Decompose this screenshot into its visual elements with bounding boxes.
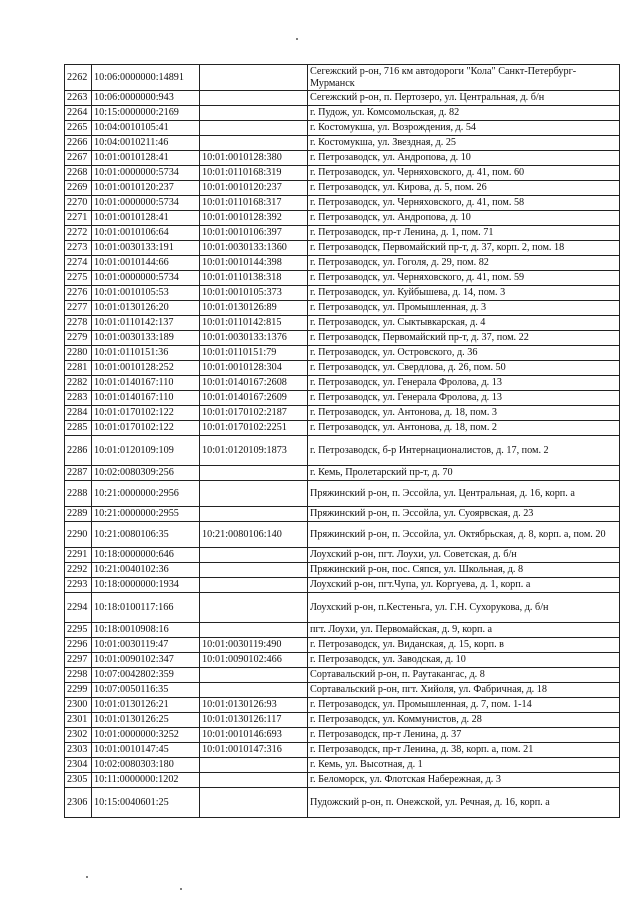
table-row: [65, 391, 620, 406]
address-cell: г. Петрозаводск, пр-т Ленина, д. 1, пом. 71: [308, 226, 620, 241]
address-cell: г. Петрозаводск, ул. Черняховского, д. 41, пом. 60: [308, 166, 620, 181]
room-cadastral-number-cell: 10:01:0010146:693: [200, 728, 308, 743]
table-row: [65, 241, 620, 256]
room-cadastral-number-cell: [200, 106, 308, 121]
cadastral-number-cell: 10:02:0080309:256: [92, 466, 200, 481]
cadastral-number-cell: 10:01:0010128:41: [92, 151, 200, 166]
cadastral-number-cell: 10:21:0000000:2955: [92, 507, 200, 522]
room-cadastral-number-cell: 10:01:0090102:466: [200, 653, 308, 668]
table-row: [65, 773, 620, 788]
row-number-cell: 2290: [65, 522, 92, 548]
address-cell: г. Петрозаводск, ул. Гоголя, д. 29, пом. 82: [308, 256, 620, 271]
room-cadastral-number-cell: 10:01:0010128:304: [200, 361, 308, 376]
row-number-cell: 2294: [65, 593, 92, 623]
row-number-cell: 2302: [65, 728, 92, 743]
row-number-cell: 2271: [65, 211, 92, 226]
cadastral-number-cell: 10:01:0010147:45: [92, 743, 200, 758]
row-number-cell: 2269: [65, 181, 92, 196]
address-cell: пгт. Лоухи, ул. Первомайская, д. 9, корп. а: [308, 623, 620, 638]
table-row: [65, 788, 620, 818]
scan-speck-bottom-left: [86, 876, 88, 878]
room-cadastral-number-cell: 10:01:0130126:89: [200, 301, 308, 316]
row-number-cell: 2273: [65, 241, 92, 256]
cadastral-number-cell: 10:01:0000000:3252: [92, 728, 200, 743]
room-cadastral-number-cell: 10:01:0110142:815: [200, 316, 308, 331]
cadastral-number-cell: 10:01:0120109:109: [92, 436, 200, 466]
room-cadastral-number-cell: 10:01:0030133:1360: [200, 241, 308, 256]
room-cadastral-number-cell: 10:01:0110168:319: [200, 166, 308, 181]
row-number-cell: 2289: [65, 507, 92, 522]
room-cadastral-number-cell: [200, 788, 308, 818]
room-cadastral-number-cell: [200, 683, 308, 698]
address-cell: Пряжинский р-он, пос. Сяпся, ул. Школьная, д. 8: [308, 563, 620, 578]
room-cadastral-number-cell: 10:01:0140167:2608: [200, 376, 308, 391]
table-row: [65, 743, 620, 758]
row-number-cell: 2279: [65, 331, 92, 346]
row-number-cell: 2276: [65, 286, 92, 301]
table-row: [65, 361, 620, 376]
table-row: [65, 466, 620, 481]
row-number-cell: 2285: [65, 421, 92, 436]
row-number-cell: 2267: [65, 151, 92, 166]
room-cadastral-number-cell: 10:01:0110138:318: [200, 271, 308, 286]
row-number-cell: 2303: [65, 743, 92, 758]
row-number-cell: 2298: [65, 668, 92, 683]
table-row: [65, 436, 620, 466]
table-row: [65, 481, 620, 507]
room-cadastral-number-cell: 10:01:0010128:380: [200, 151, 308, 166]
address-cell: г. Костомукша, ул. Звездная, д. 25: [308, 136, 620, 151]
table-row: [65, 301, 620, 316]
address-cell: Сегежский р-он, п. Пертозеро, ул. Центральная, д. б/н: [308, 91, 620, 106]
table-row: [65, 106, 620, 121]
room-cadastral-number-cell: [200, 578, 308, 593]
cadastral-number-cell: 10:18:0000000:646: [92, 548, 200, 563]
row-number-cell: 2272: [65, 226, 92, 241]
table-row: [65, 211, 620, 226]
table-row: [65, 668, 620, 683]
row-number-cell: 2282: [65, 376, 92, 391]
table-row: [65, 286, 620, 301]
address-cell: Пудожский р-он, п. Онежской, ул. Речная, д. 16, корп. а: [308, 788, 620, 818]
table-row: [65, 196, 620, 211]
cadastral-number-cell: 10:18:0100117:166: [92, 593, 200, 623]
row-number-cell: 2266: [65, 136, 92, 151]
cadastral-number-cell: 10:18:0010908:16: [92, 623, 200, 638]
room-cadastral-number-cell: 10:01:0010147:316: [200, 743, 308, 758]
address-cell: Пряжинский р-он, п. Эссойла, ул. Октябрьская, д. 8, корп. а, пом. 20: [308, 522, 620, 548]
address-cell: Лоухский р-он, п.Кестеньга, ул. Г.Н. Сухорукова, д. б/н: [308, 593, 620, 623]
address-cell: г. Петрозаводск, Первомайский пр-т, д. 37, корп. 2, пом. 18: [308, 241, 620, 256]
address-cell: г. Петрозаводск, ул. Заводская, д. 10: [308, 653, 620, 668]
table-row: [65, 136, 620, 151]
room-cadastral-number-cell: 10:01:0010120:237: [200, 181, 308, 196]
table-row: [65, 683, 620, 698]
table-row: [65, 166, 620, 181]
table-row: [65, 507, 620, 522]
room-cadastral-number-cell: [200, 593, 308, 623]
cadastral-number-cell: 10:21:0080106:35: [92, 522, 200, 548]
table-row: [65, 758, 620, 773]
address-cell: г. Пудож, ул. Комсомольская, д. 82: [308, 106, 620, 121]
room-cadastral-number-cell: 10:01:0010128:392: [200, 211, 308, 226]
room-cadastral-number-cell: 10:01:0030119:490: [200, 638, 308, 653]
cadastral-number-cell: 10:01:0030119:47: [92, 638, 200, 653]
room-cadastral-number-cell: 10:01:0010106:397: [200, 226, 308, 241]
address-cell: г. Петрозаводск, ул. Островского, д. 36: [308, 346, 620, 361]
cadastral-number-cell: 10:01:0000000:5734: [92, 196, 200, 211]
address-cell: г. Костомукша, ул. Возрождения, д. 54: [308, 121, 620, 136]
cadastral-number-cell: 10:01:0000000:5734: [92, 271, 200, 286]
room-cadastral-number-cell: [200, 773, 308, 788]
table-row: [65, 421, 620, 436]
room-cadastral-number-cell: [200, 548, 308, 563]
room-cadastral-number-cell: 10:01:0130126:93: [200, 698, 308, 713]
address-cell: г. Петрозаводск, ул. Генерала Фролова, д. 13: [308, 391, 620, 406]
cadastral-number-cell: 10:01:0010105:53: [92, 286, 200, 301]
cadastral-number-cell: 10:15:0000000:2169: [92, 106, 200, 121]
registry-table: [64, 64, 620, 818]
room-cadastral-number-cell: 10:01:0120109:1873: [200, 436, 308, 466]
row-number-cell: 2275: [65, 271, 92, 286]
address-cell: г. Петрозаводск, ул. Виданская, д. 15, корп. в: [308, 638, 620, 653]
table-row: [65, 316, 620, 331]
address-cell: г. Петрозаводск, ул. Черняховского, д. 41, пом. 59: [308, 271, 620, 286]
table-row: [65, 638, 620, 653]
cadastral-number-cell: 10:01:0010128:252: [92, 361, 200, 376]
cadastral-number-cell: 10:01:0110151:36: [92, 346, 200, 361]
row-number-cell: 2304: [65, 758, 92, 773]
cadastral-number-cell: 10:01:0130126:21: [92, 698, 200, 713]
cadastral-number-cell: 10:01:0090102:347: [92, 653, 200, 668]
address-cell: г. Петрозаводск, ул. Промышленная, д. 7, пом. 1-14: [308, 698, 620, 713]
address-cell: г. Петрозаводск, ул. Генерала Фролова, д. 13: [308, 376, 620, 391]
cadastral-number-cell: 10:21:0000000:2956: [92, 481, 200, 507]
room-cadastral-number-cell: 10:01:0170102:2251: [200, 421, 308, 436]
cadastral-number-cell: 10:01:0010144:66: [92, 256, 200, 271]
table-row: [65, 653, 620, 668]
cadastral-number-cell: 10:01:0000000:5734: [92, 166, 200, 181]
address-cell: г. Кемь, ул. Высотная, д. 1: [308, 758, 620, 773]
row-number-cell: 2297: [65, 653, 92, 668]
address-cell: г. Петрозаводск, ул. Антонова, д. 18, пом. 3: [308, 406, 620, 421]
room-cadastral-number-cell: [200, 65, 308, 91]
table-row: [65, 181, 620, 196]
room-cadastral-number-cell: 10:01:0110151:79: [200, 346, 308, 361]
table-row: [65, 256, 620, 271]
table-row: [65, 698, 620, 713]
address-cell: г. Петрозаводск, пр-т Ленина, д. 37: [308, 728, 620, 743]
table-row: [65, 593, 620, 623]
address-cell: Пряжинский р-он, п. Эссойла, ул. Суоярвская, д. 23: [308, 507, 620, 522]
row-number-cell: 2270: [65, 196, 92, 211]
address-cell: г. Петрозаводск, ул. Андропова, д. 10: [308, 151, 620, 166]
address-cell: г. Беломорск, ул. Флотская Набережная, д. 3: [308, 773, 620, 788]
cadastral-number-cell: 10:01:0170102:122: [92, 421, 200, 436]
row-number-cell: 2287: [65, 466, 92, 481]
address-cell: г. Петрозаводск, ул. Свердлова, д. 26, пом. 50: [308, 361, 620, 376]
row-number-cell: 2278: [65, 316, 92, 331]
room-cadastral-number-cell: [200, 481, 308, 507]
room-cadastral-number-cell: [200, 466, 308, 481]
address-cell: г. Кемь, Пролетарский пр-т, д. 70: [308, 466, 620, 481]
room-cadastral-number-cell: [200, 91, 308, 106]
address-cell: г. Петрозаводск, ул. Куйбышева, д. 14, пом. 3: [308, 286, 620, 301]
cadastral-number-cell: 10:01:0030133:189: [92, 331, 200, 346]
table-row: [65, 91, 620, 106]
row-number-cell: 2265: [65, 121, 92, 136]
cadastral-number-cell: 10:01:0010120:237: [92, 181, 200, 196]
room-cadastral-number-cell: 10:01:0110168:317: [200, 196, 308, 211]
table-row: [65, 578, 620, 593]
cadastral-number-cell: 10:01:0170102:122: [92, 406, 200, 421]
row-number-cell: 2296: [65, 638, 92, 653]
row-number-cell: 2306: [65, 788, 92, 818]
row-number-cell: 2263: [65, 91, 92, 106]
address-cell: г. Петрозаводск, пр-т Ленина, д. 38, корп. а, пом. 21: [308, 743, 620, 758]
table-row: [65, 121, 620, 136]
address-cell: Лоухский р-он, пгт.Чупа, ул. Коргуева, д. 1, корп. а: [308, 578, 620, 593]
address-cell: г. Петрозаводск, ул. Черняховского, д. 41, пом. 58: [308, 196, 620, 211]
row-number-cell: 2293: [65, 578, 92, 593]
cadastral-number-cell: 10:07:0042802:359: [92, 668, 200, 683]
cadastral-number-cell: 10:06:0000000:943: [92, 91, 200, 106]
row-number-cell: 2299: [65, 683, 92, 698]
room-cadastral-number-cell: [200, 668, 308, 683]
row-number-cell: 2281: [65, 361, 92, 376]
table-row: [65, 376, 620, 391]
address-cell: Лоухский р-он, пгт. Лоухи, ул. Советская, д. б/н: [308, 548, 620, 563]
cadastral-number-cell: 10:21:0040102:36: [92, 563, 200, 578]
table-row: [65, 151, 620, 166]
cadastral-number-cell: 10:01:0110142:137: [92, 316, 200, 331]
table-row: [65, 65, 620, 91]
scan-speck-top: [296, 38, 298, 40]
cadastral-number-cell: 10:06:0000000:14891: [92, 65, 200, 91]
table-row: [65, 728, 620, 743]
row-number-cell: 2301: [65, 713, 92, 728]
room-cadastral-number-cell: 10:01:0140167:2609: [200, 391, 308, 406]
room-cadastral-number-cell: [200, 563, 308, 578]
room-cadastral-number-cell: 10:01:0130126:117: [200, 713, 308, 728]
row-number-cell: 2284: [65, 406, 92, 421]
table-row: [65, 713, 620, 728]
cadastral-number-cell: 10:02:0080303:180: [92, 758, 200, 773]
room-cadastral-number-cell: [200, 507, 308, 522]
cadastral-number-cell: 10:01:0010106:64: [92, 226, 200, 241]
table-row: [65, 271, 620, 286]
table-row: [65, 548, 620, 563]
row-number-cell: 2291: [65, 548, 92, 563]
address-cell: г. Петрозаводск, ул. Антонова, д. 18, пом. 2: [308, 421, 620, 436]
address-cell: г. Петрозаводск, ул. Сыктывкарская, д. 4: [308, 316, 620, 331]
table-row: [65, 522, 620, 548]
room-cadastral-number-cell: [200, 136, 308, 151]
scan-speck-bottom-mid: [180, 888, 182, 890]
address-cell: г. Петрозаводск, ул. Андропова, д. 10: [308, 211, 620, 226]
row-number-cell: 2283: [65, 391, 92, 406]
cadastral-number-cell: 10:18:0000000:1934: [92, 578, 200, 593]
row-number-cell: 2262: [65, 65, 92, 91]
room-cadastral-number-cell: 10:01:0010144:398: [200, 256, 308, 271]
cadastral-number-cell: 10:15:0040601:25: [92, 788, 200, 818]
cadastral-number-cell: 10:07:0050116:35: [92, 683, 200, 698]
room-cadastral-number-cell: [200, 121, 308, 136]
cadastral-number-cell: 10:01:0130126:25: [92, 713, 200, 728]
row-number-cell: 2305: [65, 773, 92, 788]
table-row: [65, 623, 620, 638]
room-cadastral-number-cell: 10:01:0170102:2187: [200, 406, 308, 421]
table-row: [65, 346, 620, 361]
address-cell: г. Петрозаводск, Первомайский пр-т, д. 37, пом. 22: [308, 331, 620, 346]
row-number-cell: 2264: [65, 106, 92, 121]
row-number-cell: 2286: [65, 436, 92, 466]
table-row: [65, 331, 620, 346]
address-cell: г. Петрозаводск, ул. Промышленная, д. 3: [308, 301, 620, 316]
row-number-cell: 2300: [65, 698, 92, 713]
room-cadastral-number-cell: [200, 758, 308, 773]
cadastral-number-cell: 10:04:0010105:41: [92, 121, 200, 136]
row-number-cell: 2295: [65, 623, 92, 638]
cadastral-number-cell: 10:01:0030133:191: [92, 241, 200, 256]
room-cadastral-number-cell: 10:01:0010105:373: [200, 286, 308, 301]
address-cell: Пряжинский р-он, п. Эссойла, ул. Центральная, д. 16, корп. а: [308, 481, 620, 507]
cadastral-number-cell: 10:01:0140167:110: [92, 391, 200, 406]
table-row: [65, 406, 620, 421]
row-number-cell: 2280: [65, 346, 92, 361]
registry-table-body: [65, 65, 620, 818]
address-cell: г. Петрозаводск, б-р Интернационалистов, д. 17, пом. 2: [308, 436, 620, 466]
address-cell: Сортавальский р-он, пгт. Хийоля, ул. Фабричная, д. 18: [308, 683, 620, 698]
row-number-cell: 2288: [65, 481, 92, 507]
row-number-cell: 2292: [65, 563, 92, 578]
room-cadastral-number-cell: [200, 623, 308, 638]
row-number-cell: 2274: [65, 256, 92, 271]
cadastral-number-cell: 10:11:0000000:1202: [92, 773, 200, 788]
cadastral-number-cell: 10:01:0140167:110: [92, 376, 200, 391]
room-cadastral-number-cell: 10:21:0080106:140: [200, 522, 308, 548]
address-cell: г. Петрозаводск, ул. Кирова, д. 5, пом. 26: [308, 181, 620, 196]
row-number-cell: 2268: [65, 166, 92, 181]
room-cadastral-number-cell: 10:01:0030133:1376: [200, 331, 308, 346]
address-cell: Сегежский р-он, 716 км автодороги "Кола" Санкт-Петербург-Мурманск: [308, 65, 620, 91]
table-row: [65, 226, 620, 241]
table-row: [65, 563, 620, 578]
cadastral-number-cell: 10:01:0010128:41: [92, 211, 200, 226]
row-number-cell: 2277: [65, 301, 92, 316]
address-cell: г. Петрозаводск, ул. Коммунистов, д. 28: [308, 713, 620, 728]
cadastral-number-cell: 10:04:0010211:46: [92, 136, 200, 151]
address-cell: Сортавальский р-он, п. Раутакангас, д. 8: [308, 668, 620, 683]
cadastral-number-cell: 10:01:0130126:20: [92, 301, 200, 316]
